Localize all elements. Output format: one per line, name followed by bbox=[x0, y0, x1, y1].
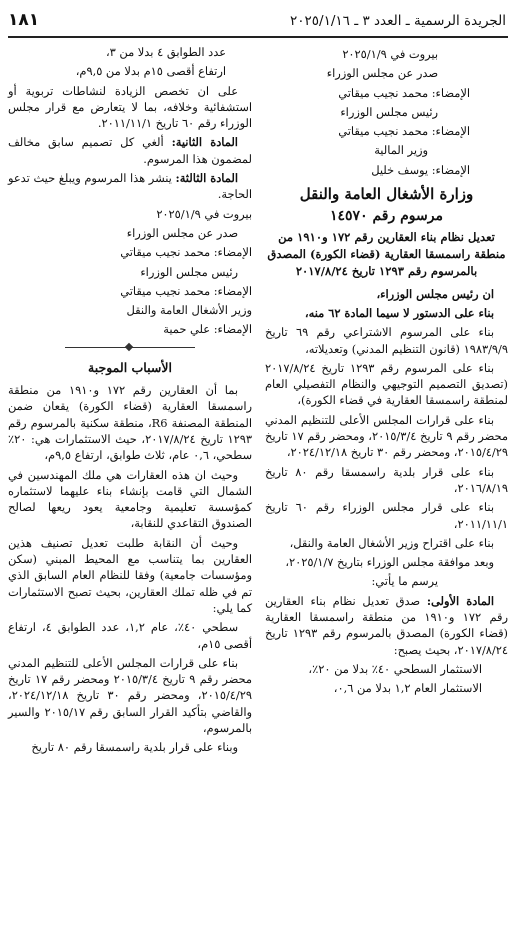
article-item: ارتفاع أقصى ١٥م بدلا من ٩,٥م، bbox=[75, 64, 226, 79]
pm-title: رئيس مجلس الوزراء bbox=[140, 264, 238, 279]
minister-title: وزير الأشغال العامة والنقل bbox=[126, 303, 252, 318]
article-label: المادة الثانية: bbox=[171, 135, 238, 150]
preamble-paragraph: بناء على قرار بلدية راسمسقا رقم ٨٠ تاريخ ٢٠١٦/٨/١٩، bbox=[265, 464, 508, 495]
signature-line: الإمضاء: محمد نجيب ميقاتي bbox=[120, 283, 252, 298]
article-item: عدد الطوابق ٤ بدلا من ٣، bbox=[105, 45, 226, 59]
article-text: صدق تعديل نظام بناء العقارين رقم ١٧٢ و١٩١٠ من منطقة راسمسقا العقارية (قضاء الكورة) المصدق بالمرسوم رقم ١٢٩٣ تاريخ ٢٠١٧/٨/٢٤، بحيث يصبح: bbox=[265, 593, 508, 657]
preamble-paragraph: بناء على قرار مجلس الوزراء رقم ٦٠ تاريخ ٢٠١١/١١/١، bbox=[265, 500, 508, 531]
page-number: ١٨١ bbox=[8, 10, 40, 30]
article-label: المادة الثالثة: bbox=[175, 171, 238, 186]
reasons-heading: الأسباب الموجبة bbox=[88, 359, 172, 375]
article-text: ألغي كل تصميم سابق مخالف لمضمون هذا المرسوم. bbox=[8, 135, 252, 166]
left-column bbox=[8, 44, 252, 759]
ministry-heading: وزارة الأشغال العامة والنقل bbox=[299, 185, 474, 204]
section-divider bbox=[65, 344, 195, 352]
preamble-line: ان رئيس مجلس الوزراء، bbox=[376, 286, 494, 301]
decree-formula: يرسم ما يأتي: bbox=[371, 574, 438, 589]
article-paragraph: على ان تخصص الزيادة لنشاطات تربوية أو استشفائية وخلافه، بما لا يتعارض مع قرار مجلس الوزراء رقم ٦٠ تاريخ ٢٠١١/١١/١. bbox=[8, 83, 252, 131]
reasons-paragraph: بما أن العقارين رقم ١٧٢ و١٩١٠ من منطقة راسمسقا العقارية (قضاء الكورة) يقعان ضمن المنطقة المصنفة R6، منطقة سكنية بالمرسوم رقم ١٢٩٣ تاريخ ٢٠١٧/٨/٢٤، حيث الاستثمارات هي: ٢٠٪ سطحي، ٠,٦ عام، ثلاث طوابق، ارتفاع ٩,٥م، bbox=[8, 383, 253, 463]
signature-line: الإمضاء: علي حمية bbox=[163, 322, 252, 337]
reasons-paragraph: سطحي ٤٠٪، عام ١,٢، عدد الطوابق ٤، ارتفاع أقصى ١٥م، bbox=[8, 620, 252, 651]
pm-title: رئيس مجلس الوزراء bbox=[340, 104, 438, 119]
article-item: الاستثمار العام ١,٢ بدلا من ٠,٦، bbox=[333, 681, 482, 696]
signature-line: الإمضاء: محمد نجيب ميقاتي bbox=[120, 245, 252, 260]
decree-title: تعديل نظام بناء العقارين رقم ١٧٢ و١٩١٠ من منطقة راسمسقا العقارية (قضاء الكورة) المصدق بالمرسوم رقم ١٢٩٣ تاريخ ٢٠١٧/٨/٢٤ bbox=[267, 229, 506, 278]
right-column bbox=[265, 46, 508, 700]
reasons-paragraph: وحيث أن النقابة طلبت تعديل تصنيف هذين العقارين بما يتناسب مع المحيط المبني (سكن ومؤسسات جامعية) وفقا للنظام العام السابق الذي تم في ظله تملك العقارين، بحيث تصبح الاستثمارات كما يلي: bbox=[8, 535, 252, 615]
reasons-paragraph: وبناء على قرار بلدية راسمسقا رقم ٨٠ تاريخ bbox=[31, 740, 238, 755]
preamble-paragraph: بناء على المرسوم رقم ١٢٩٣ تاريخ ٢٠١٧/٨/٢٤ (تصديق التصميم التوجيهي والنظام التفصيلي العام لمنطقة راسمسقا العقارية في قضاء الكورة)، bbox=[265, 360, 508, 408]
article-3 bbox=[8, 170, 252, 203]
beirut-date: بيروت في ٢٠٢٥/١/٩ bbox=[156, 206, 252, 221]
issued-by: صدر عن مجلس الوزراء bbox=[326, 66, 438, 81]
reasons-paragraph: وحيث ان هذه العقارات هي ملك المهندسين في الشمال التي قامت بإنشاء بناء عليهما لاستثماره كمؤسسة تعليمية وجامعية يعود ريعها لصالح الصندوق التقاعدي للنقابة، bbox=[8, 467, 252, 531]
article-1 bbox=[265, 593, 508, 658]
article-text: ينشر هذا المرسوم ويبلغ حيث تدعو الحاجة. bbox=[8, 171, 252, 202]
minister-title: وزير المالية bbox=[374, 143, 428, 158]
signature-line: الإمضاء: يوسف خليل bbox=[371, 162, 470, 177]
preamble-paragraph: بناء على المرسوم الاشتراعي رقم ٦٩ تاريخ ١٩٨٣/٩/٩ (قانون التنظيم المدني) وتعديلاته، bbox=[265, 325, 508, 356]
header-rule bbox=[8, 36, 508, 38]
article-label: المادة الأولى: bbox=[426, 593, 494, 608]
preamble-paragraph: وبعد موافقة مجلس الوزراء بتاريخ ٢٠٢٥/١/٧، bbox=[285, 555, 494, 570]
preamble-line: بناء على الدستور لا سيما المادة ٦٢ منه، bbox=[304, 305, 494, 320]
article-item: الاستثمار السطحي ٤٠٪ بدلا من ٢٠٪، bbox=[308, 661, 482, 676]
issued-by: صدر عن مجلس الوزراء bbox=[126, 225, 238, 240]
article-2 bbox=[8, 134, 252, 167]
signature-line: الإمضاء: محمد نجيب ميقاتي bbox=[338, 124, 470, 139]
preamble-paragraph: بناء على قرارات المجلس الأعلى للتنظيم المدني محضر رقم ٩ تاريخ ٢٠١٥/٣/٤، ومحضر رقم ١٧ تاريخ ٢٠١٥/٤/٢٩، ومحضر رقم ٣٠ تاريخ ٢٠٢٤/١٢/١٨، bbox=[265, 412, 508, 460]
beirut-date: بيروت في ٢٠٢٥/١/٩ bbox=[342, 47, 438, 61]
reasons-paragraph: بناء على قرارات المجلس الأعلى للتنظيم المدني محضر رقم ٩ تاريخ ٢٠١٥/٣/٤ ومحضر رقم ١٧ تاريخ ٢٠١٥/٤/٢٩، ومحضر رقم ٣٠ تاريخ ٢٠٢٤/١٢/١٨، والقاضي بتأكيد القرار السابق رقم ٢٠١٥/١٧ والسير بالمرسوم، bbox=[8, 655, 253, 735]
decree-number: مرسوم رقم ١٤٥٧٠ bbox=[330, 208, 443, 225]
preamble-paragraph: بناء على اقتراح وزير الأشغال العامة والنقل، bbox=[289, 535, 494, 550]
signature-line: الإمضاء: محمد نجيب ميقاتي bbox=[338, 85, 470, 100]
running-title: الجريدة الرسمية ـ العدد ٣ ـ ٢٠٢٥/١/١٦ bbox=[290, 13, 506, 29]
page-header bbox=[6, 10, 510, 34]
